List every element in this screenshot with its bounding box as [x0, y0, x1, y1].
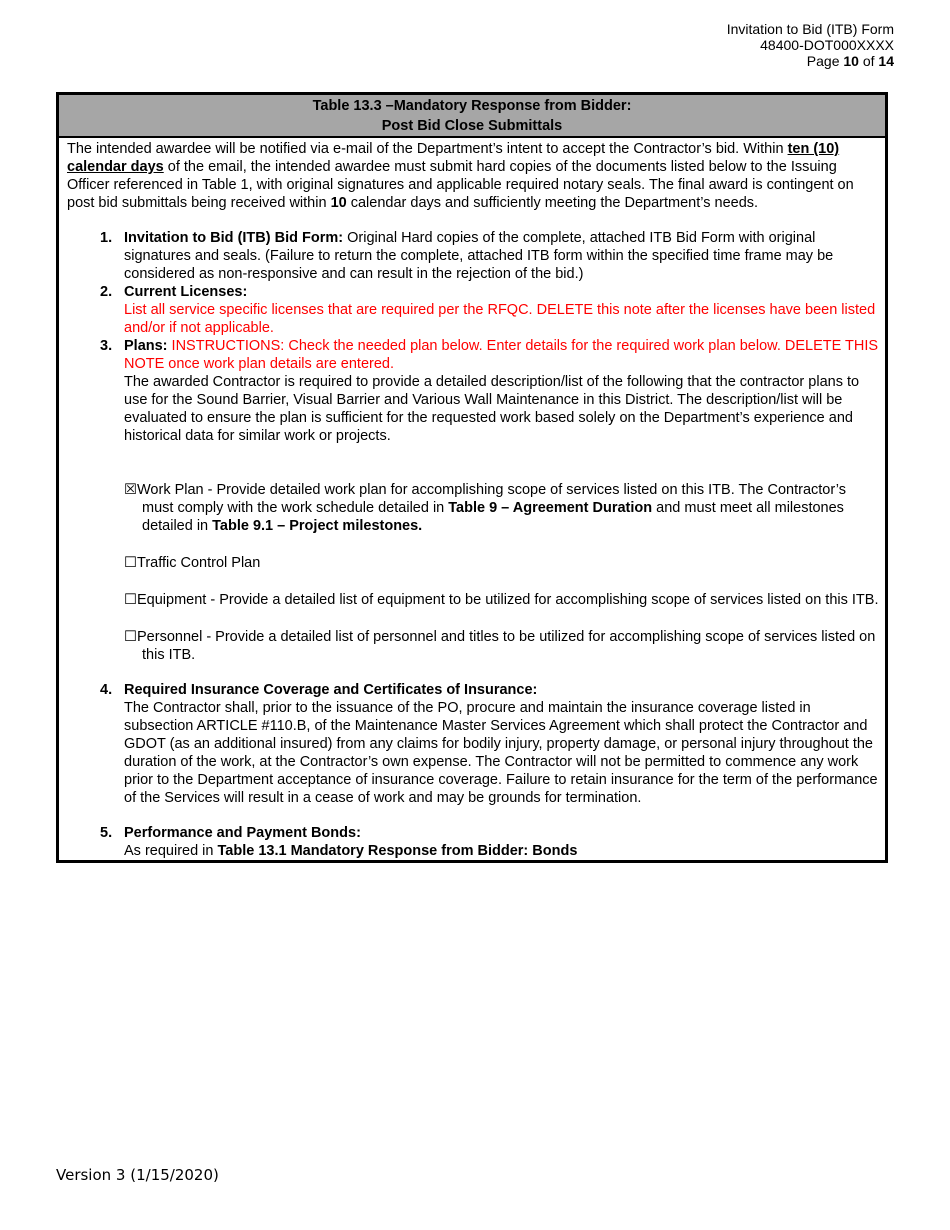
work-plan-text-2: and must meet all milestones detailed in — [142, 500, 844, 534]
intro-text-2: of the email, the intended awardee must submit hard copies of the documents listed below to the Issuing Officer referenced in Table 1, with original signatures and applicable required notary seals. The final award is contingent on post bid submittals being received within — [67, 159, 854, 211]
item-text: Original Hard copies of the complete, attached ITB Bid Form with original signatures and seals. (Failure to return the complete, attached ITB form within the specified time frame may be considered as non-responsive and can result in the rejection of the bid.) — [124, 230, 834, 282]
mandatory-response-table — [56, 92, 888, 863]
table-header — [59, 95, 885, 138]
option-personnel — [124, 628, 879, 664]
page-number — [727, 53, 894, 69]
option-traffic-control — [124, 554, 879, 572]
item-title: Current Licenses: — [124, 284, 248, 300]
work-plan-ref-2: Table 9.1 – Project milestones. — [212, 518, 423, 534]
list-item-bonds — [67, 824, 879, 860]
page-total: 14 — [878, 53, 894, 69]
plans-text: The awarded Contractor is required to provide a detailed description/list of the following that the contractor plans to use for the Sound Barrier, Visual Barrier and Various Wall Maintenance in this District. The description/list will be evaluated to ensure the plan is sufficient for the requested work based solely on the Department’s experience and historical data for similar work or projects. — [124, 374, 860, 444]
bonds-text: As required in — [124, 843, 218, 859]
item-number: 4. — [100, 682, 113, 698]
checkbox-checked[interactable]: ☒ — [124, 482, 137, 498]
table-title: Table 13.3 –Mandatory Response from Bidder: — [312, 98, 632, 114]
item-title: Plans: — [124, 338, 168, 354]
checkbox-unchecked[interactable]: ☐ — [124, 629, 137, 645]
intro-text-3: calendar days and sufficiently meeting the Department’s needs. — [346, 195, 759, 211]
item-number: 3. — [100, 338, 113, 354]
equipment-text: Equipment - Provide a detailed list of equipment to be utilized for accomplishing scope of services listed on this ITB. — [137, 592, 879, 608]
checkbox-unchecked[interactable]: ☐ — [124, 592, 137, 608]
page-header — [727, 21, 894, 69]
work-plan-ref-1: Table 9 – Agreement Duration — [448, 500, 653, 516]
option-equipment — [124, 591, 879, 609]
bonds-ref: Table 13.1 Mandatory Response from Bidder: Bonds — [217, 843, 578, 859]
form-number: 48400-DOT000XXXX — [760, 37, 894, 53]
list-item-licenses — [67, 283, 879, 337]
licenses-note: List all service specific licenses that are required per the RFQC. DELETE this note after the licenses have been listed and/or if not applicable. — [124, 302, 876, 336]
traffic-text: Traffic Control Plan — [137, 555, 261, 571]
plans-note: INSTRUCTIONS: Check the needed plan below. Enter details for the required work plan below. DELETE THIS NOTE once work plan details are entered. — [124, 338, 879, 372]
item-title: Performance and Payment Bonds: — [124, 825, 361, 841]
checkbox-unchecked[interactable]: ☐ — [124, 555, 137, 571]
intro-deadline: ten (10) calendar days — [67, 141, 840, 175]
item-title: Invitation to Bid (ITB) Bid Form: — [124, 230, 344, 246]
page-current: 10 — [843, 53, 859, 69]
page-of: of — [858, 53, 879, 69]
version-footer: Version 3 (1/15/2020) — [56, 1166, 219, 1184]
intro-days: 10 — [330, 195, 347, 211]
item-number: 2. — [100, 284, 113, 300]
list-item-plans — [67, 337, 879, 681]
list-item-bid-form — [67, 229, 879, 283]
personnel-text: Personnel - Provide a detailed list of personnel and titles to be utilized for accomplishing scope of services listed on this ITB. — [137, 629, 876, 663]
table-subtitle: Post Bid Close Submittals — [381, 118, 563, 134]
insurance-text: The Contractor shall, prior to the issuance of the PO, procure and maintain the insurance coverage listed in subsection ARTICLE #110.B, of the Maintenance Master Services Agreement which shall protect the Contractor and GDOT (as an additional insured) from any claims for bodily injury, property damage, or personal injury throughout the duration of the work, at the Contractor’s own expense. The Contractor will not be permitted to commence any work prior to the Department acceptance of insurance coverage. Failure to retain insurance for the term of the performance of the Services will result in a cease of work and may be grounds for termination. — [124, 700, 878, 806]
item-number: 5. — [100, 825, 113, 841]
form-title: Invitation to Bid (ITB) Form — [726, 21, 894, 37]
item-number: 1. — [100, 230, 113, 246]
option-work-plan — [124, 481, 879, 535]
table-body — [59, 138, 885, 860]
page-label: Page — [806, 53, 844, 69]
item-title: Required Insurance Coverage and Certificates of Insurance: — [124, 682, 538, 698]
intro-paragraph — [67, 140, 879, 212]
list-item-insurance — [67, 681, 879, 824]
work-plan-text: Work Plan - Provide detailed work plan for accomplishing scope of services listed on this ITB. The Contractor’s must comply with the work schedule detailed in — [137, 482, 846, 516]
intro-text-1: The intended awardee will be notified via e-mail of the Department’s intent to accept the Contractor’s bid. Within — [67, 141, 788, 157]
